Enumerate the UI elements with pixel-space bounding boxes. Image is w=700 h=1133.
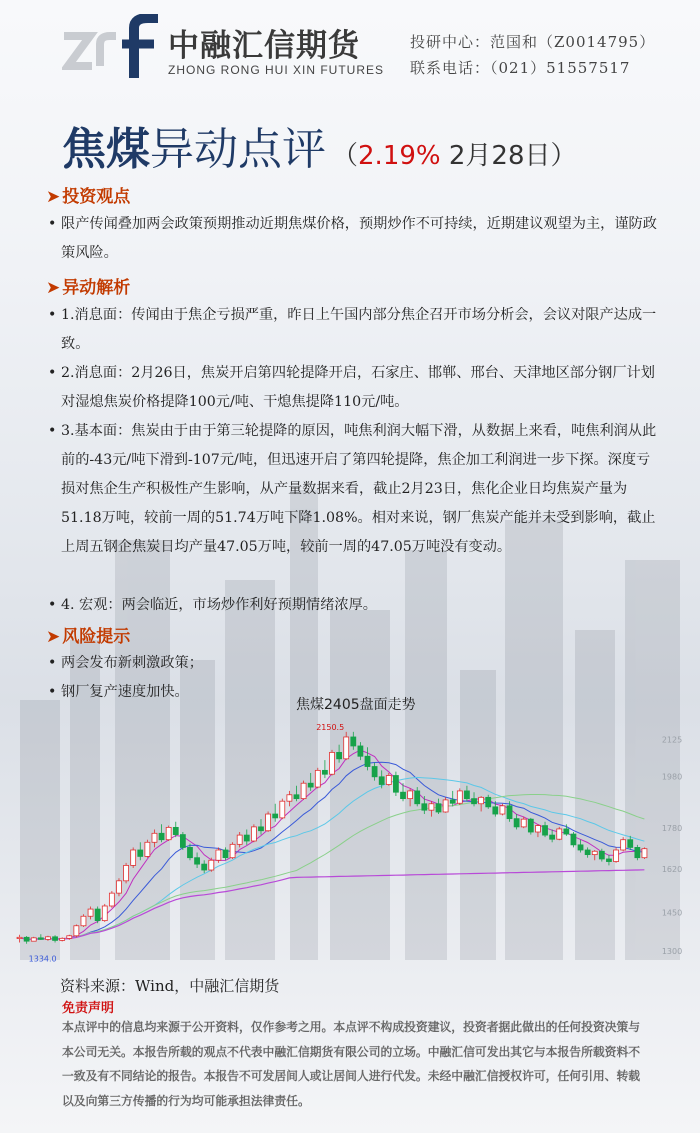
candle-body [521,819,526,827]
candle-body [223,850,228,858]
candle-body [507,806,512,819]
annotation-high: 2150.5 [316,722,345,732]
candle-body [500,806,505,814]
y-tick-label: 2125 [661,735,683,745]
candle-body [173,827,178,834]
candle-body [53,937,58,941]
candle-body [152,833,157,842]
title-type: 异动点评 [150,124,326,175]
candle-body [415,791,420,804]
bullet-icon: • [48,365,57,381]
candle-body [88,909,93,916]
bullet-icon: • [48,216,57,232]
candle-body [464,791,469,799]
company-name-cn: 中融汇信期货 [168,28,360,64]
candle-body [585,850,590,855]
ma40-line [20,795,645,940]
candle-body [180,835,185,848]
arrow-icon: ➤ [46,187,61,207]
candle-body [635,847,640,857]
candle-body [209,860,214,870]
candle-body [514,819,519,827]
risk-item-1: • 两会发布新刺激政策； [48,649,658,678]
candle-body [543,826,548,836]
company-logo-icon [62,14,160,80]
candle-body [450,800,455,803]
title-date: 2月28日） [440,141,577,171]
disclaimer-title: 免责声明 [62,1001,115,1016]
candle-body [472,799,477,804]
candle-body [606,859,611,862]
candle-body [401,792,406,798]
contact-analyst: 投研中心：范国和（Z0014795） [410,33,656,51]
ma10-line [20,762,645,939]
candle-body [351,737,356,746]
disclaimer-text: 本点评中的信息均来源于公开资料，仅作参考之用。本点评不构成投资建议，投资者据此做出的任何投资决策与本公司无关。本报告所载的观点不代表中融汇信期货有限公司的立场。中融汇信可发出其它与本报告所载资料不一致及有不同结论的报告。本报告不可发居间人或让居间人进行代发。未经中融汇信授权许可，任何引用、转载以及向第三方传播的行为均可能承担法律责任。 [62,1020,641,1108]
candle-body [486,797,491,807]
risk-item-2: • 钢厂复产速度加快。 [48,678,658,707]
candle-body [202,864,207,870]
y-tick-label: 1780 [661,823,683,833]
candle-body [273,814,278,818]
bullet-icon: • [48,307,57,323]
candle-body [287,795,292,801]
candle-body [38,938,43,940]
candle-body [259,827,264,831]
candle-body [408,791,413,799]
analysis-item-1: • 1.消息面：传闻由于焦企亏损严重，昨日上午国内部分焦企召开市场分析会，会议对限产达成一致。 [48,301,658,359]
candle-body [102,906,107,921]
candle-body [479,797,484,803]
candle-body [322,770,327,774]
page-title [62,113,577,177]
candle-body [614,850,619,862]
candle-body [131,850,136,865]
bullet-icon: • [48,655,57,671]
candle-body [571,834,576,845]
candle-body [386,776,391,785]
candle-body [251,827,256,841]
section-risk-title: ➤ 风险提示 [46,627,131,647]
title-paren: （ [332,141,359,171]
bullet-icon: • [48,423,57,439]
candle-body [621,840,626,850]
candle-body [159,833,164,839]
candle-body [493,807,498,814]
candle-body [429,804,434,810]
candle-body [45,937,50,940]
contact-phone: 联系电话：（021）51557517 [410,59,631,77]
candle-body [187,847,192,857]
candle-body [457,791,462,803]
candle-body [237,835,242,844]
view-item: • 限产传闻叠加两会政策预期推动近期焦煤价格，预期炒作不可持续，近期建议观望为主，谨防政策风险。 [48,210,658,268]
y-tick-label: 1450 [661,908,683,918]
candle-body [138,850,143,856]
candle-body [344,737,349,759]
analysis-item-4: • 4. 宏观：两会临近，市场炒作利好预期情绪浓厚。 [48,591,658,620]
y-tick-label: 1300 [661,947,683,957]
candle-body [642,849,647,858]
candle-body [443,800,448,812]
candle-body [81,916,86,926]
title-change-pct: 2.19% [358,141,441,171]
candle-body [528,819,533,832]
candle-body [124,865,129,880]
arrow-icon: ➤ [46,627,61,647]
candle-body [422,804,427,810]
arrow-icon: ➤ [46,278,61,298]
candle-body [294,795,299,799]
candle-body [17,937,22,938]
candlestick-chart [8,713,692,975]
candle-body [195,858,200,864]
section-view-title: ➤ 投资观点 [46,187,131,207]
candle-body [216,850,221,860]
candle-body [280,801,285,818]
candle-body [550,835,555,839]
data-source: 资料来源：Wind，中融汇信期货 [60,977,280,995]
candle-body [628,840,633,848]
candle-body [31,938,36,941]
candle-body [301,783,306,798]
candle-body [116,881,121,893]
candle-body [24,937,29,941]
candle-body [436,804,441,812]
candle-body [372,767,377,777]
candle-body [379,777,384,785]
bullet-icon: • [48,597,57,613]
candle-body [266,814,271,831]
candle-body [315,770,320,787]
ma5-line [20,750,645,939]
company-name-en: ZHONG RONG HUI XIN FUTURES [168,63,385,77]
ma20-line [20,777,645,939]
candle-body [166,827,171,839]
y-tick-label: 1620 [661,864,683,874]
candle-body [145,842,150,856]
title-commodity: 焦煤 [62,124,150,175]
candle-body [67,936,72,939]
candle-body [578,845,583,850]
chart-title: 焦煤2405盘面走势 [296,697,416,713]
candle-body [564,829,569,834]
candle-body [60,938,65,940]
candle-body [337,752,342,758]
candle-body [109,893,114,906]
candle-body [393,776,398,793]
candle-body [535,826,540,832]
section-analysis-title: ➤ 异动解析 [46,278,131,298]
candle-body [557,829,562,839]
candle-body [230,844,235,857]
candle-body [308,783,313,787]
annotation-low: 1334.0 [28,954,57,964]
candle-body [95,909,100,921]
candle-body [365,756,370,766]
candle-body [358,746,363,756]
candle-body [244,835,249,841]
y-tick-label: 1980 [661,772,683,782]
candle-body [592,851,597,854]
candle-body [330,752,335,774]
analysis-item-2: • 2.消息面：2月26日，焦炭开启第四轮提降开启，石家庄、邯郸、邢台、天津地区部分钢厂计划对湿熄焦炭价格提降100元/吨、干熄焦提降110元/吨。 [48,359,658,417]
bullet-icon: • [48,684,57,700]
analysis-item-3: • 3.基本面：焦炭由于由于第三轮提降的原因，吨焦利润大幅下滑，从数据上来看，吨焦利润从此前的-43元/吨下滑到-107元/吨，但迅速开启了第四轮提降，焦企加工利润进一步下探。深度亏损对焦企生产积极性产生影响，从产量数据来看，截止2月23日，焦化企业日均焦炭产量为51.18万吨，较前一周的51.74万吨下降1.08%。相对来说，钢厂焦炭产能并未受到影响，截止上周五钢企焦炭日均产量47.05万吨，较前一周的47.05万吨没有变动。 [48,417,658,562]
candle-body [74,926,79,936]
candle-body [599,851,604,859]
